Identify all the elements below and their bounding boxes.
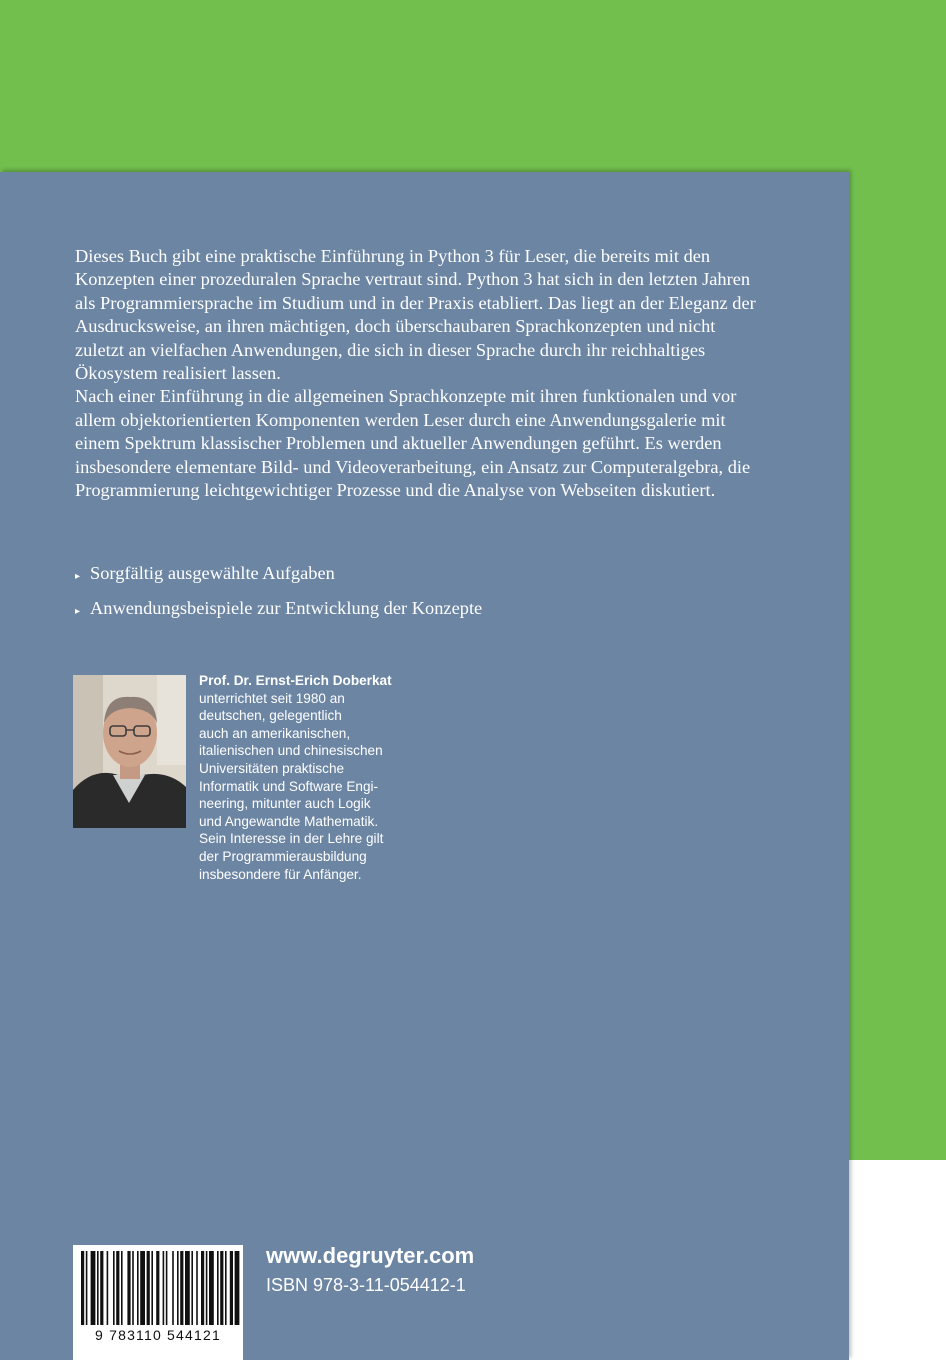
list-item	[75, 598, 765, 633]
bio-line: Informatik und Software Engi-	[199, 778, 379, 794]
bio-line: auch an amerikanischen,	[199, 725, 351, 741]
bio-line: italienischen und chinesischen	[199, 743, 383, 759]
barcode-bar	[107, 1251, 109, 1325]
barcode-bar	[100, 1251, 103, 1325]
barcode-bar	[220, 1251, 223, 1325]
barcode-bar	[177, 1251, 179, 1325]
barcode-bar	[191, 1251, 193, 1325]
bio-line: unterrichtet seit 1980 an	[199, 690, 345, 706]
triangle-bullet-icon: ▸	[75, 606, 81, 617]
bio-line: der Programmierausbildung	[199, 848, 367, 864]
barcode	[73, 1245, 243, 1360]
bio-line: und Angewandte Mathematik.	[199, 813, 379, 829]
barcode-bar	[97, 1251, 99, 1325]
triangle-bullet-icon: ▸	[75, 571, 81, 582]
bio-line: Universitäten praktische	[199, 760, 345, 776]
list-item	[75, 563, 765, 598]
publisher-url[interactable]: www.degruyter.com	[266, 1243, 475, 1268]
bio-line: Sein Interesse in der Lehre gilt	[199, 831, 384, 847]
barcode-bar	[113, 1251, 115, 1325]
barcode-bar	[121, 1251, 123, 1325]
barcode-bar	[163, 1251, 165, 1325]
barcode-bar	[116, 1251, 119, 1325]
barcode-bar	[81, 1251, 84, 1325]
barcode-bar	[172, 1251, 174, 1325]
barcode-bar	[230, 1251, 233, 1325]
barcode-bar	[185, 1251, 190, 1325]
book-description	[75, 245, 765, 502]
feature-list	[75, 563, 765, 633]
author-bio	[199, 672, 429, 883]
bio-line: neering, mitunter auch Logik	[199, 796, 371, 812]
barcode-bar	[209, 1251, 214, 1325]
list-item-text: Anwendungsbeispiele zur Entwicklung der Konzepte	[90, 598, 483, 618]
barcode-bar	[127, 1251, 130, 1325]
barcode-bar	[196, 1251, 198, 1325]
publisher-info	[266, 1242, 474, 1300]
barcode-number: 9 783110 544121	[95, 1327, 221, 1343]
barcode-bar	[132, 1251, 134, 1325]
bio-line: deutschen, gelegentlich	[199, 708, 342, 724]
isbn-text: ISBN 978-3-11-054412-1	[266, 1275, 466, 1295]
barcode-bar	[86, 1251, 88, 1325]
bio-line: insbesondere für Anfänger.	[199, 866, 362, 882]
barcode-bar	[151, 1251, 153, 1325]
barcode-bars	[73, 1245, 243, 1327]
barcode-bar	[166, 1251, 168, 1325]
barcode-bar	[180, 1251, 183, 1325]
barcode-bar	[235, 1251, 240, 1325]
barcode-bar	[206, 1251, 208, 1325]
list-item-text: Sorgfältig ausgewählte Aufgaben	[90, 563, 335, 583]
description-paragraph-2: Nach einer Einführung in die allgemeinen Sprachkonzepte mit ihren funktionalen und vor allem objektorientierten Komponenten werden Leser durch eine Anwendungsgalerie mit einem Spektrum klassischer Problemen und aktueller Anwendungen geführt. Es werden insbesondere elementare Bild- und Videoverarbeitung, ein Ansatz zur Computeralgebra, die Programmierung leichtgewichtiger Prozesse und die Analyse von Webseiten diskutiert.	[75, 386, 751, 501]
author-photo	[73, 675, 186, 828]
barcode-bar	[156, 1251, 159, 1325]
barcode-bar	[147, 1251, 150, 1325]
barcode-bar	[91, 1251, 96, 1325]
author-name: Prof. Dr. Ernst-Erich Doberkat	[199, 673, 392, 688]
barcode-bar	[225, 1251, 227, 1325]
description-paragraph-1: Dieses Buch gibt eine praktische Einführung in Python 3 für Leser, die bereits mit den Konzepten einer prozeduralen Sprache vertraut sind. Python 3 hat sich in den letzten Jahren als Programmiersprache im Studium und in der Praxis etabliert. Das liegt an der Eleganz der Ausdrucksweise, an ihren mächtigen, doch überschaubaren Sprachkonzepten und nicht zuletzt an vielfachen Anwendungen, die sich in dieser Sprache durch ihr reichhaltiges Ökosystem realisiert lassen.	[75, 246, 756, 384]
barcode-bar	[137, 1251, 139, 1325]
barcode-bar	[201, 1251, 204, 1325]
barcode-bar	[140, 1251, 145, 1325]
barcode-bar	[217, 1251, 219, 1325]
